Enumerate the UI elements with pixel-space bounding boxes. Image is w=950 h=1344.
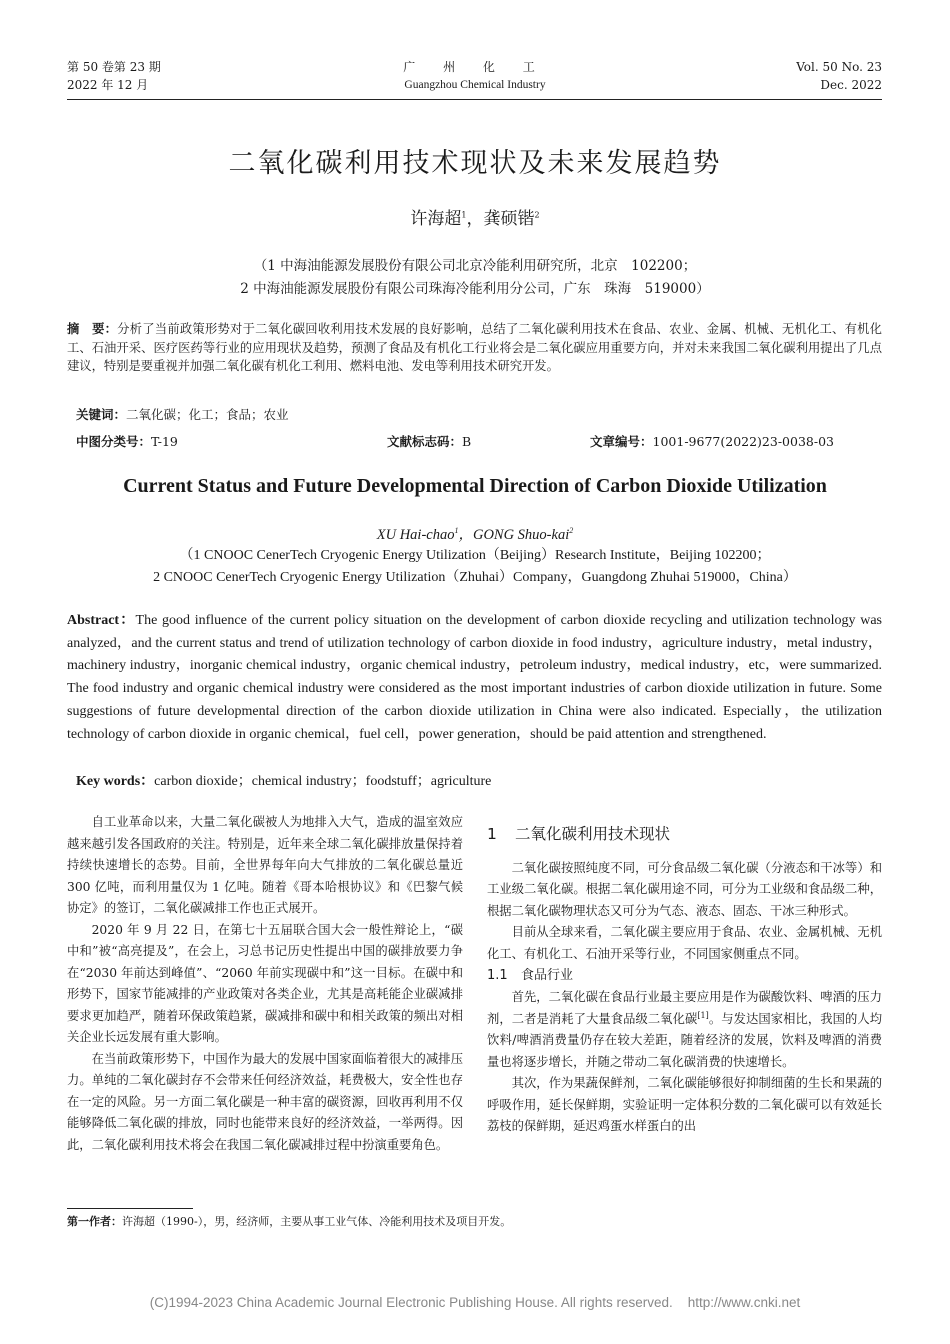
author-en-1-sup: 1 (454, 526, 459, 536)
p1-after: 。与发达国家相比，我国的人均饮料/啤酒消费量仍存在较大差距，随着经济的发展，饮料及啤酒的消费量也将逐步增长，并随之带动二氧化碳消费的快速增长。 (487, 1011, 882, 1069)
footnote-rule (67, 1208, 193, 1209)
volume-cn: 第 50 卷第 23 期 (67, 60, 161, 74)
section-1-1-paragraph-1 (487, 987, 882, 1073)
section-1-paragraph: 二氧化碳按照纯度不同，可分食品级二氧化碳（分液态和干冰等）和工业级二氧化碳。根据二氧化碳用途不同，可分为工业级和食品级二种，根据二氧化碳物理状态又可分为气态、液态、固态、干冰三种形式。 (487, 860, 882, 918)
keywords-cn-label: 关键词： (76, 407, 127, 422)
author-2: 龚硕锴 (483, 209, 535, 229)
author-1: 许海超 (410, 209, 462, 229)
date-cn: 2022 年 12 月 (67, 78, 149, 92)
section-1-number: 1 (487, 825, 497, 843)
author-en-1: XU Hai-chao (376, 527, 455, 543)
footnote (67, 1213, 511, 1229)
article-id-item (590, 432, 834, 450)
article-id-label: 文章编号： (590, 434, 653, 449)
clc-item (76, 432, 178, 450)
author-2-sup: 2 (534, 210, 540, 220)
p1-before: 首先，二氧化碳在食品行业最主要应用是作为碳酸饮料、啤酒的压力剂，二者是消耗了大量食品级二氧化碳 (487, 990, 882, 1026)
keywords-en (76, 770, 491, 790)
keywords-cn (76, 405, 289, 423)
author-en-2: GONG Shuo-kai (472, 527, 570, 543)
article-id-value: 1001-9677(2022)23-0038-03 (652, 434, 834, 449)
abstract-cn-text: 分析了当前政策形势对于二氧化碳回收利用技术发展的良好影响，总结了二氧化碳利用技术在食品、农业、金属、机械、无机化工、有机化工、石油开采、医疗医药等行业的应用现状及趋势，预测了食品及有机化工行业将会是二氧化碳应用重要方向，并对未来我国二氧化碳利用提出了几点建议，特别是要重视并加强二氧化碳有机化工利用、燃料电池、发电等利用技术研究开发。 (67, 322, 882, 374)
footnote-label: 第一作者： (67, 1215, 122, 1228)
journal-name-cn: 广 州 化 工 (403, 60, 547, 74)
author-en-2-sup: 2 (569, 526, 574, 536)
citation-ref[interactable]: [1] (697, 1010, 709, 1020)
doc-code-label: 文献标志码： (387, 434, 463, 449)
body-paragraph: 自工业革命以来，大量二氧化碳被人为地排入大气，造成的温室效应越来越引发各国政府的关注。特别是，近年来全球二氧化碳排放量保持着持续快速增长的态势。目前，全世界每年向大气排放的二氧化碳总量近 300 亿吨，而利用量仅为 1 亿吨。随着《哥本哈根协议》和《巴黎气候协定》的签订，二氧化碳减排工作也正式展开。 (67, 815, 463, 915)
body-paragraph: 2020 年 9 月 22 日，在第七十五届联合国大会一般性辩论上，“碳中和”被“高亮提及”，在会上，习总书记历史性提出中国的碳排放要力争在“2030 年前达到峰值”、“2060 年前实现碳中和”这一目标。在碳中和形势下，国家节能减排的产业政策对各类企业，尤其是高耗能企业碳减排要求更加趋严，随着环保政策趋紧，碳减排和碳中和相关政策的频出对相关企业长远发展有重大影响。 (67, 922, 463, 1044)
section-1-1-title: 食品行业 (521, 968, 574, 983)
section-1-1-paragraph-2: 其次，作为果蔬保鲜剂，二氧化碳能够很好抑制细菌的生长和果蔬的呼吸作用，延长保鲜期，实验证明一定体积分数的二氧化碳可以有效延长荔枝的保鲜期，延迟鸡蛋水样蛋白的出 (487, 1076, 882, 1133)
authors-en (0, 523, 950, 544)
volume-en: Vol. 50 No. 23 (796, 60, 882, 74)
title-cn: 二氧化碳利用技术现状及未来发展趋势 (228, 148, 722, 179)
affiliations-en (0, 545, 950, 589)
affiliation-cn-1: （1 中海油能源发展股份有限公司北京冷能利用研究所，北京 102200； (253, 258, 697, 274)
body-paragraph: 在当前政策形势下，中国作为最大的发展中国家面临着很大的减排压力。单纯的二氧化碳封存不会带来任何经济效益，耗费极大，安全性也存在一定的风险。另一方面二氧化碳是一种丰富的碳资源，回收再利用不仅能够降低二氧化碳的排放，同时也能带来良好的经济效益，一举两得。因此，二氧化碳利用技术将会在我国二氧化碳减排过程中扮演重要角色。 (67, 1051, 463, 1152)
author-sep: ， (466, 209, 484, 229)
abstract-en-label: Abstract： (67, 613, 136, 628)
abstract-en-text: The good influence of the current policy situation on the development of carbon dioxide recycling and utilization technology was analyzed，and the current status and trend of utilization technology of carbon dioxide in food industry，agriculture industry，metal industry，machinery industry，inorganic chemical industry，organic chemical industry，petroleum industry，medical industry，etc，were summarized. The food industry and organic chemical industry were considered as the most important industries of carbon dioxide utilization in future. Some suggestions of future developmental direction of the carbon dioxide utilization in China were also indicated. Especially，the utilization technology of carbon dioxide in organic chemical，fuel cell，power generation，should be paid attention and strengthened. (67, 613, 882, 742)
abstract-cn (67, 320, 882, 376)
affiliation-en-2: 2 CNOOC CenerTech Cryogenic Energy Utilization（Zhuhai）Company，Guangdong Zhuhai 519000，China） (153, 570, 797, 585)
copyright-line: (C)1994-2023 China Academic Journal Electronic Publishing House. All rights reserved. http://www.cnki.net (149, 1295, 801, 1310)
authors-cn (0, 204, 950, 229)
journal-name-en: Guangzhou Chemical Industry (404, 79, 546, 91)
affiliation-en-1: （1 CNOOC CenerTech Cryogenic Energy Utilization（Beijing）Research Institute，Beijing 102200； (179, 548, 771, 563)
doc-code-value: B (462, 434, 472, 449)
author-en-sep: ， (458, 527, 473, 543)
footnote-text: 许海超（1990-），男，经济师，主要从事工业气体、冷能利用技术及项目开发。 (122, 1215, 512, 1228)
section-1-1-heading (487, 965, 882, 987)
affiliation-cn-2: 2 中海油能源发展股份有限公司珠海冷能利用分公司，广东 珠海 519000） (240, 281, 710, 297)
section-1-paragraph: 目前从全球来看，二氧化碳主要应用于食品、农业、金属机械、无机化工、有机化工、石油开采等行业，不同国家侧重点不同。 (487, 925, 882, 961)
clc-value: T-19 (151, 434, 178, 449)
section-1-title: 二氧化碳利用技术现状 (515, 825, 671, 843)
keywords-cn-text: 二氧化碳；化工；食品；农业 (126, 407, 289, 422)
section-1-heading (487, 824, 882, 846)
affiliations-cn (0, 255, 950, 301)
clc-label: 中图分类号： (76, 434, 152, 449)
doc-code-item (387, 432, 471, 450)
author-1-sup: 1 (461, 210, 467, 220)
abstract-cn-label: 摘 要： (67, 322, 118, 336)
date-en: Dec. 2022 (820, 78, 882, 92)
keywords-en-text: carbon dioxide；chemical industry；foodstuff；agriculture (154, 774, 492, 789)
body-right-column (487, 824, 882, 1138)
header-right (796, 58, 882, 94)
body-left-column (67, 812, 463, 1156)
keywords-en-label: Key words： (76, 774, 155, 789)
abstract-en (67, 610, 882, 746)
section-1-1-number: 1.1 (487, 968, 508, 983)
header-rule (67, 99, 882, 100)
title-en: Current Status and Future Developmental Direction of Carbon Dioxide Utilization (123, 475, 827, 497)
